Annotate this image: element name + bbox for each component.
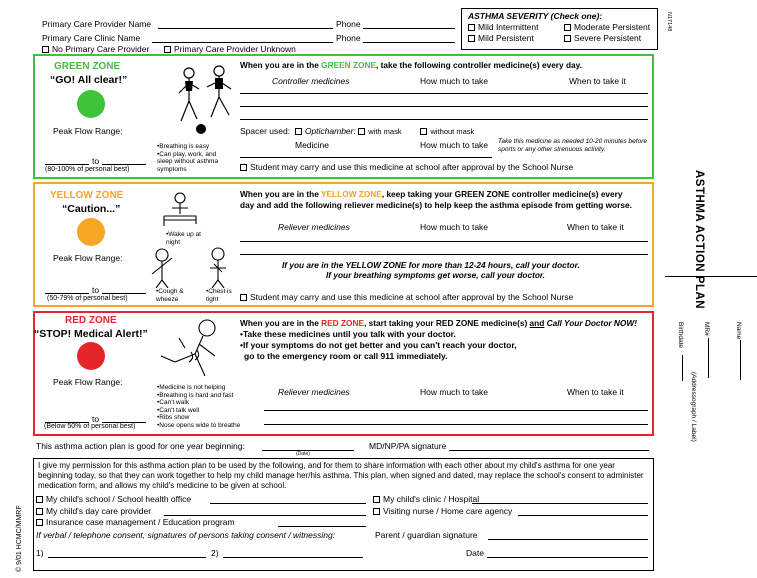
copyright-text: © 9/01 HCMC/MMRF xyxy=(16,505,23,572)
severity-option-moderate-persistent[interactable] xyxy=(564,22,660,32)
instr-zone: GREEN ZONE xyxy=(321,60,376,70)
verbal-consent-note: If verbal / telephone consent, signatures of persons taking consent / witnessing: xyxy=(36,530,336,540)
yellow-chest-note: •Chest is tight xyxy=(206,288,232,303)
instr-text: , start taking your RED ZONE medicine(s) xyxy=(364,318,530,328)
red-zone-title: RED ZONE xyxy=(65,315,117,326)
asthma-severity-box xyxy=(461,8,658,50)
instr-zone: RED ZONE xyxy=(321,318,365,328)
green-col-when: When to take it xyxy=(569,76,626,86)
consent-item-label: Visiting nurse / Home care agency xyxy=(383,506,513,516)
date-field[interactable] xyxy=(487,557,648,558)
symptom: •Can't talk well xyxy=(157,406,200,414)
yellow-col-when: When to take it xyxy=(567,222,624,232)
checkbox[interactable] xyxy=(36,519,43,526)
symptom: •Can play, work, and xyxy=(157,150,217,158)
checkbox[interactable] xyxy=(468,35,475,42)
consent-item-clinic[interactable] xyxy=(373,494,479,504)
child-distress-icon xyxy=(155,316,235,380)
green-to-label: to xyxy=(92,156,100,166)
mr-label: MR# xyxy=(703,322,710,336)
yellow-carry-note[interactable] xyxy=(240,292,573,302)
severity-option-severe-persistent[interactable] xyxy=(564,33,660,43)
green-zone-title: GREEN ZONE xyxy=(54,61,121,72)
consent-item-label: Insurance case management / Education program xyxy=(46,517,235,527)
with-mask-label: with mask xyxy=(368,127,402,136)
red-bullet-1: •Take these medicines until you talk with your doctor. xyxy=(240,329,456,339)
yellow-to-label: to xyxy=(92,285,100,295)
clinic-name-field[interactable] xyxy=(152,42,333,43)
instr-text: When you are in the xyxy=(240,189,321,199)
green-zone xyxy=(33,54,654,179)
symptom: •Ribs show xyxy=(157,414,190,421)
child-chest-tight-icon xyxy=(204,246,232,288)
witness-2-field[interactable] xyxy=(223,557,363,558)
birthdate-label: Birthdate xyxy=(677,322,684,349)
consent-item-insurance[interactable] xyxy=(36,517,235,527)
yellow-wake-note: •Wake up at night xyxy=(166,231,201,246)
school-field[interactable] xyxy=(210,503,366,504)
checkbox[interactable] xyxy=(36,508,43,515)
form-code: N17148 xyxy=(666,12,672,32)
severity-label: Mild Intermittent xyxy=(478,22,539,32)
red-col-how: How much to take xyxy=(420,387,489,397)
spacer-used xyxy=(240,126,474,136)
green-range-note: (80-100% of personal best) xyxy=(45,166,130,173)
green-col-how: How much to take xyxy=(420,76,489,86)
with-mask-checkbox[interactable] xyxy=(358,128,365,135)
daycare-field[interactable] xyxy=(164,515,366,516)
checkbox[interactable] xyxy=(373,496,380,503)
severity-label: Severe Persistent xyxy=(574,33,642,43)
red-med-line-2[interactable] xyxy=(264,424,648,425)
instr-zone: YELLOW ZONE xyxy=(320,189,382,199)
symptom: •Medicine is not helping xyxy=(157,384,226,391)
consent-item-label: My child's clinic / Hospital xyxy=(383,494,480,504)
symptom: •Breathing is hard and fast xyxy=(157,391,234,399)
green-zone-subtitle: “GO! All clear!” xyxy=(50,74,128,86)
no-pcp-option[interactable] xyxy=(42,44,149,54)
yellow-carry-checkbox[interactable] xyxy=(240,294,247,301)
yellow-col-how: How much to take xyxy=(420,222,489,232)
green-carry-checkbox[interactable] xyxy=(240,164,247,171)
pcp-unknown-label: Primary Care Provider Unknown xyxy=(174,44,296,54)
severity-label: Mild Persistent xyxy=(478,33,534,43)
exercise-note: Take this medicine as needed 10-20 minutes before sports or any other strenuous activity. xyxy=(498,138,647,153)
green-carry-note[interactable] xyxy=(240,162,573,172)
exercise-how-label: How much to take xyxy=(420,140,489,150)
phone2-field[interactable] xyxy=(363,42,455,43)
yellow-peak-flow-low[interactable] xyxy=(45,293,89,294)
children-playing-icon xyxy=(175,63,241,135)
green-light-icon xyxy=(77,90,105,118)
symptom: •Breathing is easy xyxy=(157,143,210,150)
yellow-light-icon xyxy=(77,218,105,246)
symptom: •Can't walk xyxy=(157,399,190,406)
instr-text: When you are in the xyxy=(240,318,322,328)
side-divider xyxy=(665,276,757,277)
symptom: symptoms xyxy=(157,165,187,173)
green-peak-flow-label: Peak Flow Range: xyxy=(53,126,123,136)
phone-label: Phone xyxy=(336,19,361,29)
optichamber-label: Optichamber: xyxy=(304,126,356,136)
yellow-zone-title: YELLOW ZONE xyxy=(50,190,124,201)
severity-option-mild-intermittent[interactable] xyxy=(468,22,564,32)
symptom: sleep without asthma xyxy=(157,158,219,165)
severity-label: Moderate Persistent xyxy=(574,22,651,32)
spacer-label: Spacer used: xyxy=(240,126,291,136)
clinic-name-label: Primary Care Clinic Name xyxy=(42,33,141,43)
date-label: Date xyxy=(466,548,484,558)
red-instruction xyxy=(240,318,637,329)
side-title: ASTHMA ACTION PLAN xyxy=(693,170,705,310)
green-col-medicine: Controller medicines xyxy=(272,76,350,86)
validity-text: This asthma action plan is good for one year beginning: xyxy=(36,441,245,451)
no-pcp-label: No Primary Care Provider xyxy=(52,44,150,54)
green-med-line-1[interactable] xyxy=(240,93,648,94)
without-mask-label: without mask xyxy=(430,127,475,136)
md-signature-field[interactable] xyxy=(449,450,649,451)
red-symptoms xyxy=(157,384,240,429)
red-zone-subtitle: “STOP! Medical Alert!” xyxy=(34,328,148,340)
witness-1-label: 1) xyxy=(36,548,44,558)
red-bullet-2b: go to the emergency room or call 911 immediately. xyxy=(244,351,448,361)
visiting-nurse-field[interactable] xyxy=(518,515,648,516)
phone-field[interactable] xyxy=(363,28,455,29)
yellow-col-medicine: Reliever medicines xyxy=(278,222,350,232)
yellow-cough-note: •Cough & wheeze xyxy=(156,288,184,303)
yellow-peak-flow-high[interactable] xyxy=(102,293,146,294)
yellow-med-line-1[interactable] xyxy=(240,241,648,242)
checkbox[interactable] xyxy=(468,24,475,31)
yellow-peak-flow-label: Peak Flow Range: xyxy=(53,253,123,263)
consent-item-school[interactable] xyxy=(36,494,191,504)
name-label: Name xyxy=(735,322,742,340)
severity-option-mild-persistent[interactable] xyxy=(468,33,564,43)
child-coughing-icon xyxy=(148,246,182,288)
green-med-line-3[interactable] xyxy=(240,119,648,120)
without-mask-checkbox[interactable] xyxy=(420,128,427,135)
parent-signature-field[interactable] xyxy=(488,539,648,540)
red-light-icon xyxy=(77,342,105,370)
consent-item-daycare[interactable] xyxy=(36,506,151,516)
checkbox[interactable] xyxy=(564,35,571,42)
pcp-name-field[interactable] xyxy=(158,28,333,29)
red-bullet-2: •If your symptoms do not get better and you can't reach your doctor, xyxy=(240,340,517,350)
instr-call: Call Your Doctor NOW! xyxy=(546,318,637,328)
consent-item-label: My child's day care provider xyxy=(46,506,152,516)
consent-paragraph: I give my permission for this asthma action plan to be used by the following, and for them to share information with each other about my child's asthma for one year beginning today, so that they can work together to help my child manage her/his asthma. This plan, when signed and dated, may replace the school's consent to administer medication form, and allows my child's medicine to be given at school. xyxy=(38,461,644,490)
instr-text: When you are in the xyxy=(240,60,322,70)
carry-label: Student may carry and use this medicine at school after approval by the School Nurse xyxy=(250,292,574,302)
red-peak-flow-label: Peak Flow Range: xyxy=(53,377,123,387)
consent-item-visiting-nurse[interactable] xyxy=(373,506,512,516)
yellow-warning-2: If your breathing symptoms get worse, call your doctor. xyxy=(326,270,545,280)
red-col-medicine: Reliever medicines xyxy=(278,387,350,397)
pcp-name-label: Primary Care Provider Name xyxy=(42,19,152,29)
green-instruction xyxy=(240,60,582,71)
yellow-zone-subtitle: “Caution...” xyxy=(62,203,121,215)
instr-and: and xyxy=(529,318,545,328)
yellow-med-line-2[interactable] xyxy=(240,254,648,255)
carry-label: Student may carry and use this medicine at school after approval by the School Nurse xyxy=(250,162,574,172)
phone2-label: Phone xyxy=(336,33,361,43)
name-field[interactable] xyxy=(740,340,741,380)
clinic-field[interactable] xyxy=(472,503,648,504)
witness-1-field[interactable] xyxy=(48,557,206,558)
pcp-unknown-option[interactable] xyxy=(164,44,296,54)
yellow-range-note: (50-79% of personal best) xyxy=(47,295,128,302)
pcp-unknown-checkbox[interactable] xyxy=(164,46,171,53)
mr-field[interactable] xyxy=(708,338,709,378)
insurance-field[interactable] xyxy=(278,526,366,527)
no-pcp-checkbox[interactable] xyxy=(42,46,49,53)
yellow-warning-1: If you are in the YELLOW ZONE for more than 12-24 hours, call your doctor. xyxy=(282,260,580,270)
addressograph-label: (Addressograph / Label) xyxy=(690,372,697,442)
witness-2-label: 2) xyxy=(211,548,219,558)
yellow-instruction-line2: day and add the following reliever medicine(s) to help keep the asthma episode from getting worse. xyxy=(240,200,632,210)
consent-item-label: My child's school / School health office xyxy=(46,494,192,504)
checkbox[interactable] xyxy=(373,508,380,515)
birthdate-field[interactable] xyxy=(682,355,683,381)
validity-date-label: (Date) xyxy=(296,451,310,457)
green-symptoms xyxy=(157,143,218,173)
checkbox[interactable] xyxy=(564,24,571,31)
severity-title: ASTHMA SEVERITY (Check one): xyxy=(468,11,603,21)
red-range-note: (Below 50% of personal best) xyxy=(44,423,136,430)
instr-text: , take the following controller medicine(s) every day. xyxy=(376,60,582,70)
exercise-medicine-label: Medicine xyxy=(295,140,330,150)
red-to-label: to xyxy=(92,414,100,424)
green-peak-flow-low[interactable] xyxy=(45,164,89,165)
red-col-when: When to take it xyxy=(567,387,624,397)
green-med-line-2[interactable] xyxy=(240,106,648,107)
red-med-line-1[interactable] xyxy=(264,410,648,411)
exercise-med-line[interactable] xyxy=(240,157,492,158)
yellow-instruction xyxy=(240,189,623,200)
optichamber-checkbox[interactable] xyxy=(295,128,302,135)
instr-text: , keep taking your GREEN ZONE controller medicine(s) every xyxy=(381,189,623,199)
checkbox[interactable] xyxy=(36,496,43,503)
child-awake-bed-icon xyxy=(160,190,200,230)
signature-label: MD/NP/PA signature xyxy=(369,441,447,451)
symptom: •Nose opens wide to breathe xyxy=(157,421,241,429)
parent-signature-label: Parent / guardian signature xyxy=(375,530,478,540)
green-peak-flow-high[interactable] xyxy=(102,164,146,165)
